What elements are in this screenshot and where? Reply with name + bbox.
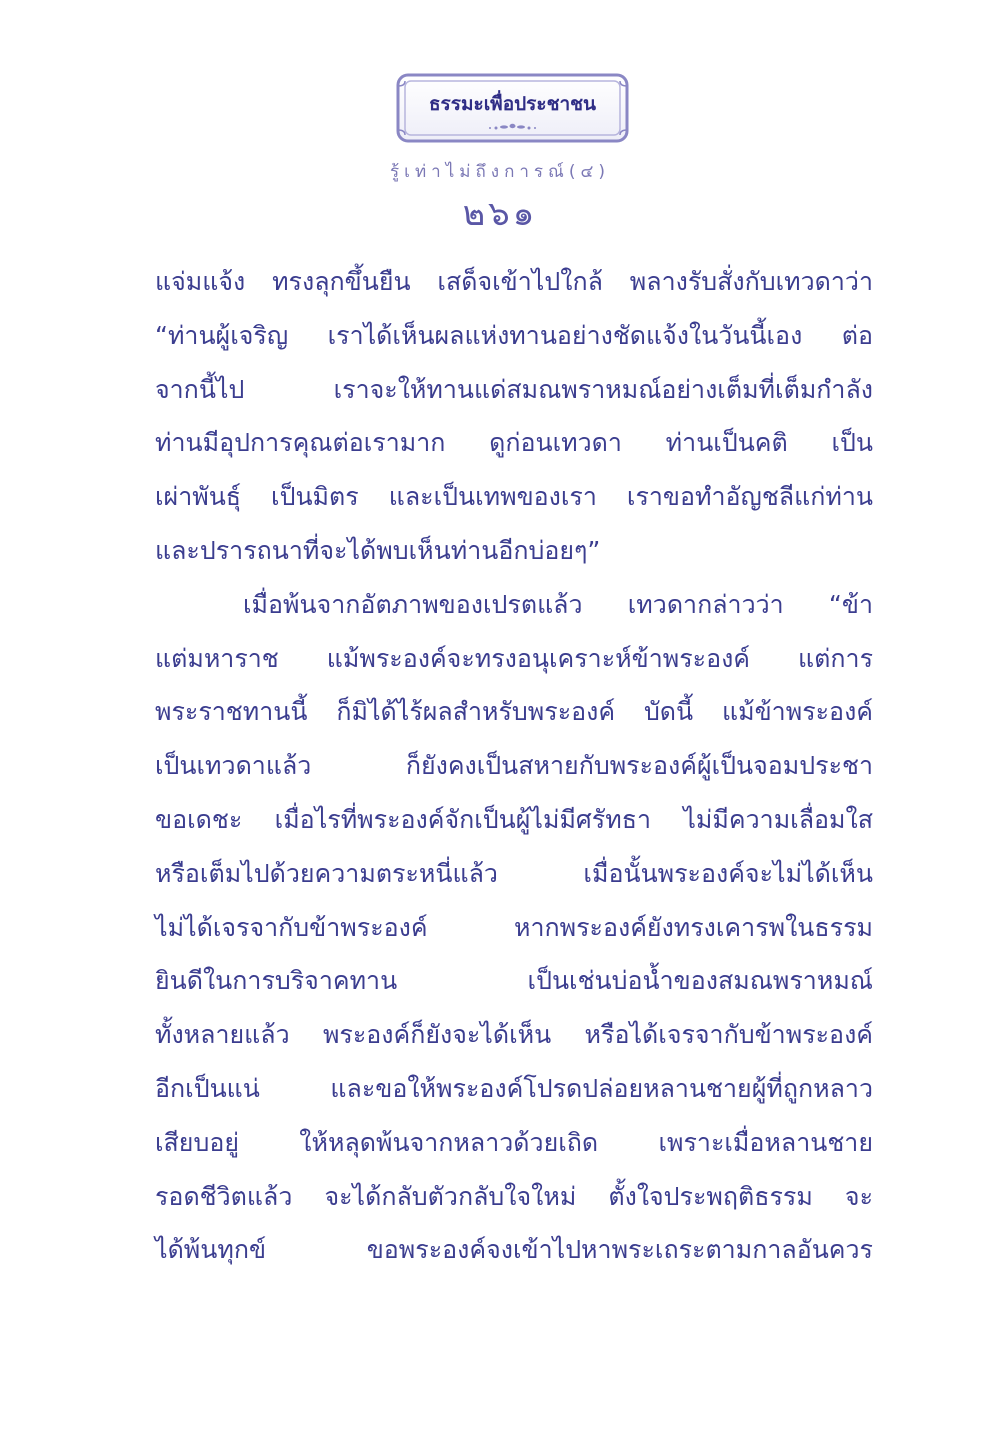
text-line: เผ่าพันธุ์ เป็นมิตร และเป็นเทพของเรา เราขอทำอัญชลีแก่ท่าน [155,482,873,512]
logo-text: ธรรมะเพื่อประชาชน [428,93,597,115]
text-line: ไม่ได้เจรจากับข้าพระองค์ หากพระองค์ยังทรงเคารพในธรรม [155,912,873,942]
text-line: เป็นเทวดาแล้ว ก็ยังคงเป็นสหายกับพระองค์ผู้เป็นจอมประชา [155,751,873,781]
logo-frame-graphic [395,72,630,150]
text-line: เสียบอยู่ ให้หลุดพ้นจากหลาวด้วยเถิด เพราะเมื่อหลานชาย [155,1127,873,1157]
page-number: ๒๖๑ [462,194,538,234]
page-header [0,0,1000,234]
text-line: ได้พ้นทุกข์ ขอพระองค์จงเข้าไปหาพระเถระตามกาลอันควร [155,1235,873,1265]
text-line: ยินดีในการบริจาคทาน เป็นเช่นบ่อน้ำของสมณพราหมณ์ [155,966,873,996]
paragraph-2 [155,578,873,1277]
text-line: หรือเต็มไปด้วยความตระหนี่แล้ว เมื่อนั้นพระองค์จะไม่ได้เห็น [155,858,873,888]
text-line: “ท่านผู้เจริญ เราได้เห็นผลแห่งทานอย่างชัดแจ้งในวันนี้เอง ต่อ [155,320,873,350]
text-line: พระราชทานนี้ ก็มิได้ไร้ผลสำหรับพระองค์ บัดนี้ แม้ข้าพระองค์ [155,697,873,727]
body-text [155,255,873,1277]
text-line: และปรารถนาที่จะได้พบเห็นท่านอีกบ่อยๆ” [155,535,601,565]
series-logo [395,72,630,150]
paragraph-1 [155,255,873,578]
text-line: แจ่มแจ้ง ทรงลุกขึ้นยืน เสด็จเข้าไปใกล้ พลางรับสั่งกับเทวดาว่า [155,267,873,296]
text-line: ทั้งหลายแล้ว พระองค์ก็ยังจะได้เห็น หรือได้เจรจากับข้าพระองค์ [155,1020,873,1050]
text-line: ท่านมีอุปการคุณต่อเรามาก ดูก่อนเทวดา ท่านเป็นคติ เป็น [155,428,873,458]
text-line: รอดชีวิตแล้ว จะได้กลับตัวกลับใจใหม่ ตั้งใจประพฤติธรรม จะ [155,1181,873,1211]
text-line: ขอเดชะ เมื่อไรที่พระองค์จักเป็นผู้ไม่มีศรัทธา ไม่มีความเลื่อมใส [155,804,873,834]
text-line: แต่มหาราช แม้พระองค์จะทรงอนุเคราะห์ข้าพระองค์ แต่การ [155,643,873,673]
text-line: เมื่อพ้นจากอัตภาพของเปรตแล้ว เทวดากล่าวว่า “ข้า [243,589,873,619]
text-line: อีกเป็นแน่ และขอให้พระองค์โปรดปล่อยหลานชายผู้ที่ถูกหลาว [155,1073,873,1103]
chapter-subtitle: รู้เท่าไม่ถึงการณ์(๔) [390,162,610,182]
text-line: จากนี้ไป เราจะให้ทานแด่สมณพราหมณ์อย่างเต็มที่เต็มกำลัง [155,374,873,404]
